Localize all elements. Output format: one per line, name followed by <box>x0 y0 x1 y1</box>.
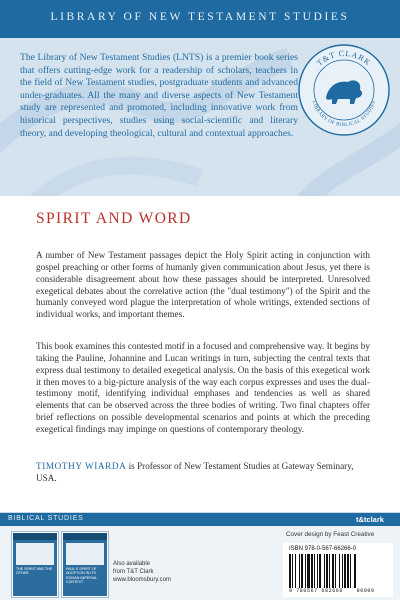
barcode-box <box>283 543 393 597</box>
category-label: BIBLICAL STUDIES <box>8 515 84 522</box>
description-paragraph: A number of New Testament passages depict the Holy Spirit acting in conjunction with gospel preaching or other forms of humanly given communication about Jesus, yet there is considerable disagreement about how these passages should be interpreted. Unresolved exegetical debates about the correlative action (the "dual testimony") of the Spirit and the humanly conveyed word plague the interpretation of whole writings, extended sections of individual works, and important themes. <box>36 250 370 320</box>
series-band <box>0 0 400 38</box>
related-book-cover <box>12 532 58 597</box>
publisher-seal <box>296 42 392 138</box>
seal-publisher: T&T CLARK <box>315 48 373 68</box>
author-bio <box>36 461 370 485</box>
also-available <box>113 560 193 584</box>
barcode <box>289 554 387 588</box>
related-book-cover <box>62 532 108 597</box>
book-title: SPIRIT AND WORD <box>36 210 192 227</box>
main-content <box>0 196 400 514</box>
series-intro: The Library of New Testament Studies (LNTS) is a premier book series that offers cutting-edge work for a readership of scholars, teachers in the field of New Testament studies, postgraduate students and advanced under-graduates. All the many and diverse aspects of New Testament study are represented and promoted, including innovative work from historical perspectives, studies using social-scientific and literary theory, and developing theological, cultural and contextual approaches. <box>20 52 298 139</box>
also-available-line: Also available <box>113 561 151 567</box>
footer <box>0 512 400 600</box>
series-name: LIBRARY OF NEW TESTAMENT STUDIES <box>50 11 350 23</box>
publisher-url: www.bloomsbury.com <box>113 577 171 583</box>
cover-design-credit: Cover design by Feast Creative <box>286 531 375 538</box>
related-book-title: PAUL'S SPIRIT OF ADOPTION IN ITS ROMAN IMPERIAL CONTEXT <box>66 567 98 584</box>
publisher-logo: t&tclark <box>356 515 384 524</box>
author-bio-text: is Professor of New Testament Studies at Gateway Seminary, USA. <box>36 461 354 483</box>
category-band <box>0 513 400 526</box>
seal-series: LIBRARY OF BIBLICAL STUDIES <box>310 100 378 129</box>
also-available-line: from T&T Clark <box>113 569 154 575</box>
isbn: ISBN 978-0-567-66266-0 <box>289 546 357 552</box>
author-name: TIMOTHY WIARDA <box>36 461 127 471</box>
related-book-title: THE SPIRIT AND THE OTHER <box>16 567 53 576</box>
description-paragraph: This book examines this contested motif in a focused and comprehensive way. It begins by taking the Pauline, Johannine and Lucan writings in turn, subjecting the central texts that express dual testimony to detailed exegetical analysis. On the basis of this exegetical work it then moves to a big-picture analysis of the way each corpus expresses and uses the dual-testimony motif, identifying individual emphases and tendencies as well as shared elements that can be observed across the three bodies of writing. Two final chapters offer brief reflections on possible developmental scenarios and points at which the preceding exegetical findings may impinge on questions of contemporary theology. <box>36 341 370 434</box>
barcode-number: 9 780567 682666 90000 <box>289 588 375 594</box>
